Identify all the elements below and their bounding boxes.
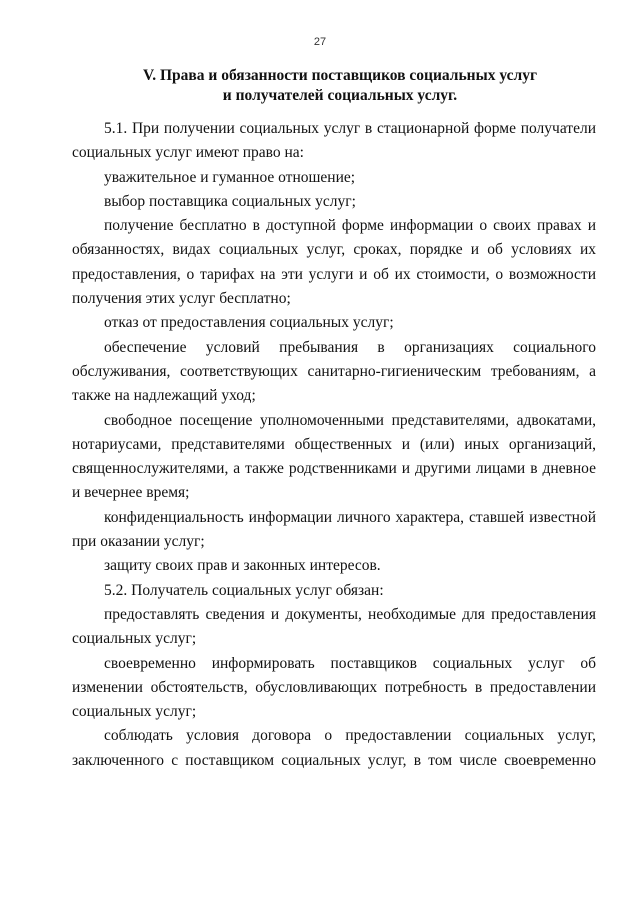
paragraph-confidentiality: конфиденциальность информации личного характера, ставшей известной при оказании услуг; bbox=[72, 508, 596, 551]
paragraph-protection-of-rights: защиту своих прав и законных интересов. bbox=[104, 557, 381, 575]
page-number: 27 bbox=[313, 36, 327, 48]
document-body bbox=[72, 117, 596, 773]
paragraph-5-2-intro: 5.2. Получатель социальных услуг обязан: bbox=[104, 581, 384, 599]
paragraph-living-conditions: обеспечение условий пребывания в организациях социального обслуживания, соответствующих санитарно-гигиеническим требованиям, а также на надлежащий уход; bbox=[72, 338, 596, 405]
section-title-line-1: V. Права и обязанности поставщиков социальных услуг bbox=[143, 67, 537, 84]
paragraph-respectful-treatment: уважительное и гуманное отношение; bbox=[104, 168, 356, 186]
section-heading bbox=[72, 66, 608, 106]
paragraph-free-information: получение бесплатно в доступной форме информации о своих правах и обязанностях, видах социальных услуг, сроках, порядке и об условиях их предоставления, о тарифах на эти услуги и об их стоимости, о возможности получения этих услуг бесплатно; bbox=[72, 217, 596, 308]
section-title-line-2: и получателей социальных услуг. bbox=[222, 87, 458, 104]
paragraph-comply-with-contract: соблюдать условия договора о предоставлении социальных услуг, заключенного с поставщиком социальных услуг, в том числе своевременно bbox=[72, 727, 596, 769]
paragraph-provide-documents: предоставлять сведения и документы, необходимые для предоставления социальных услуг; bbox=[72, 605, 596, 648]
paragraph-inform-providers: своевременно информировать поставщиков социальных услуг об изменении обстоятельств, обусловливающих потребность в предоставлении социальных услуг; bbox=[72, 654, 596, 721]
paragraph-refusal: отказ от предоставления социальных услуг; bbox=[104, 314, 394, 332]
paragraph-choice-of-provider: выбор поставщика социальных услуг; bbox=[104, 192, 356, 210]
paragraph-free-visits: свободное посещение уполномоченными представителями, адвокатами, нотариусами, представителями общественных и (или) иных организаций, священнослужителями, а также родственниками и другими лицами в дневное и вечернее время; bbox=[72, 411, 596, 502]
paragraph-5-1-intro: 5.1. При получении социальных услуг в стационарной форме получатели социальных услуг имеют право на: bbox=[72, 120, 596, 162]
